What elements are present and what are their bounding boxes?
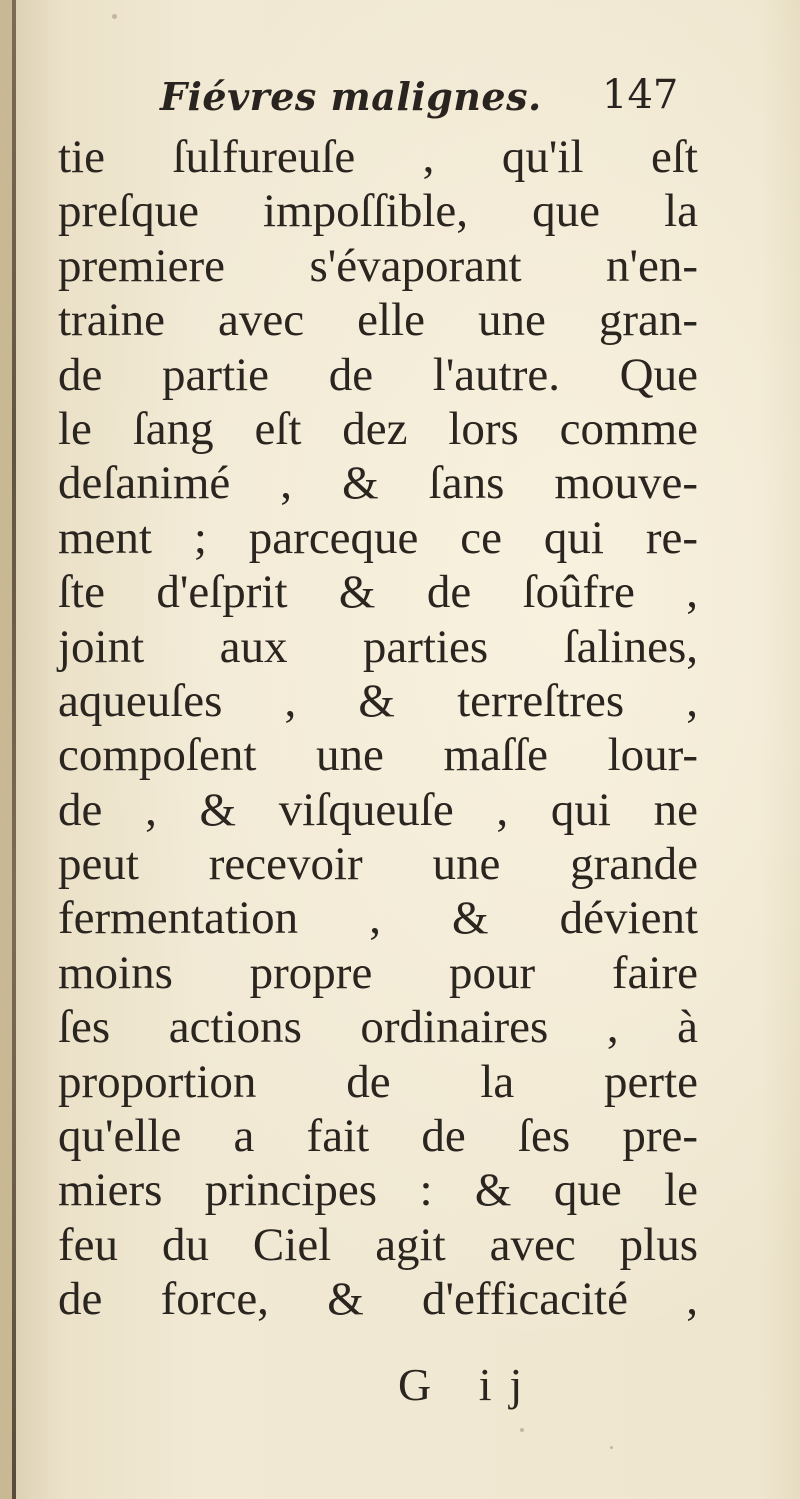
text-line: compoſent une maſſe lour- xyxy=(58,729,698,782)
text-line: deſanimé , & ſans mouve- xyxy=(58,457,698,510)
text-line: proportion de la perte xyxy=(58,1055,698,1108)
page-number: 147 xyxy=(602,72,679,118)
text-line: ment ; parceque ce qui re- xyxy=(58,511,698,564)
text-line: premiere s'évaporant n'en- xyxy=(58,239,698,292)
text-line: traine avec elle une gran- xyxy=(58,294,698,347)
text-line: fermentation , & dévient xyxy=(58,892,698,945)
page-header xyxy=(0,62,800,132)
binding-gutter xyxy=(0,0,12,1499)
text-line: tie ſulfureuſe , qu'il eſt xyxy=(58,131,698,183)
text-line: moins propre pour faire xyxy=(58,946,698,999)
page-footer xyxy=(0,1358,800,1418)
text-line: le ſang eſt dez lors comme xyxy=(58,402,698,455)
binding-edge xyxy=(12,0,16,1499)
running-title: Fiévres malignes. xyxy=(160,74,542,119)
paper-speck xyxy=(610,1446,613,1449)
signature-mark: G ij xyxy=(398,1359,541,1410)
body-text xyxy=(58,130,698,1327)
text-line: de partie de l'autre. Que xyxy=(58,348,698,401)
paper-speck xyxy=(520,1428,524,1432)
text-line: aqueuſes , & terreſtres , xyxy=(58,674,698,727)
text-line: preſque impoſſible, que la xyxy=(58,185,698,238)
paper-speck xyxy=(112,14,117,19)
text-line: miers principes : & que le xyxy=(58,1164,698,1217)
text-line: feu du Ciel agit avec plus xyxy=(58,1218,698,1271)
text-line: joint aux parties ſalines, xyxy=(58,620,698,673)
text-line: peut recevoir une grande xyxy=(58,838,698,891)
text-line: de , & viſqueuſe , qui ne xyxy=(58,783,698,836)
text-line: qu'elle a fait de ſes pre- xyxy=(58,1110,698,1163)
text-line: de force, & d'efficacité , xyxy=(58,1273,698,1326)
text-line: ſte d'eſprit & de ſoûfre , xyxy=(58,566,698,619)
text-line: ſes actions ordinaires , à xyxy=(58,1001,698,1054)
